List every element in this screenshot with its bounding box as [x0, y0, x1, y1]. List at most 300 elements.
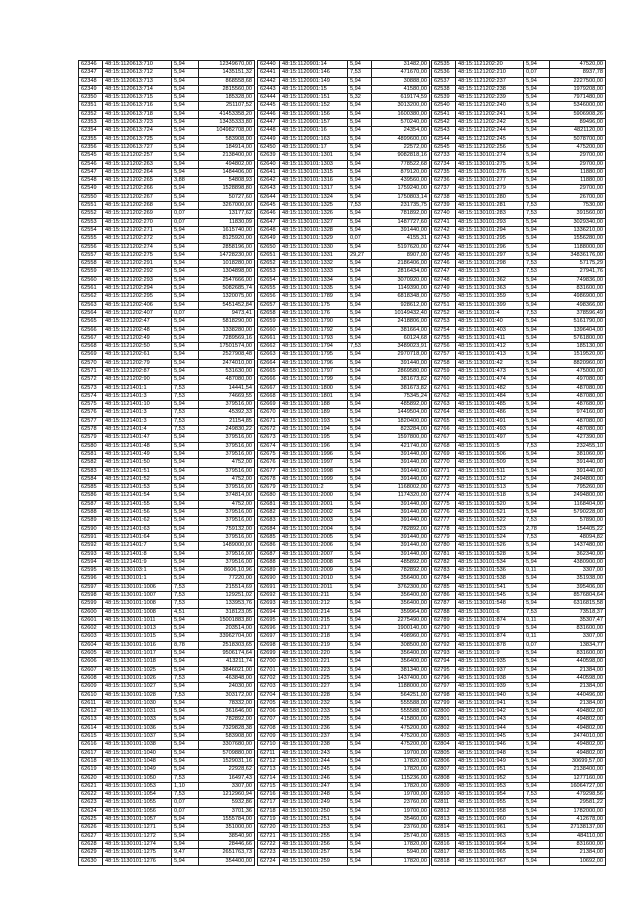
cadastral-number-cell: 48:15:1130101:1326: [280, 210, 348, 218]
rate-cell: 5,94: [348, 143, 372, 151]
rate-cell: 29,27: [348, 251, 372, 259]
table-row: [258, 384, 430, 392]
rate-cell: 5,94: [348, 293, 372, 301]
cadastral-number-cell: 48:15:1130101:1015: [103, 633, 172, 641]
cadastral-number-cell: 48:15:1130101:1008: [103, 600, 172, 608]
rate-cell: 5,94: [348, 683, 372, 691]
cadastral-number-cell: 48:15:1130101:1016: [103, 641, 172, 649]
cadastral-number-cell: 48:15:1130101:298: [456, 260, 524, 268]
rate-cell: 5,94: [348, 782, 372, 790]
rate-cell: 7,53: [524, 268, 550, 276]
table-row: [258, 832, 430, 840]
rate-cell: 5,94: [524, 741, 550, 749]
row-number-cell: 62807: [432, 766, 456, 774]
row-number-cell: 62588: [79, 509, 103, 517]
amount-cell: 1188000,00: [550, 243, 606, 251]
rate-cell: 5,94: [172, 517, 199, 525]
table-row: [432, 459, 606, 467]
cadastral-number-cell: 48:15:1121202:79: [103, 359, 172, 367]
cadastral-number-cell: 48:15:1121202:294: [103, 285, 172, 293]
rate-cell: 5,94: [348, 475, 372, 483]
amount-cell: 5940,00: [372, 849, 430, 857]
table-row: [432, 567, 606, 575]
rate-cell: 2,78: [524, 525, 550, 533]
rate-cell: 5,94: [172, 343, 199, 351]
rate-cell: 5,94: [172, 110, 199, 118]
amount-cell: 3762300,00: [372, 583, 430, 591]
rate-cell: 5,94: [348, 450, 372, 458]
cadastral-number-cell: 48:15:1130101:941: [456, 699, 524, 707]
amount-cell: 583908,00: [199, 733, 255, 741]
cadastral-number-cell: 48:15:1130101:951: [456, 766, 524, 774]
row-number-cell: 62351: [79, 102, 103, 110]
row-number-cell: 62617: [79, 749, 103, 757]
table-row: [258, 533, 430, 541]
rate-cell: 7,53: [524, 442, 550, 450]
cadastral-number-cell: 48:15:1130101:257: [280, 849, 348, 857]
rate-cell: 0,07: [172, 218, 199, 226]
table-row: [258, 550, 430, 558]
row-number-cell: 62696: [258, 625, 280, 633]
rate-cell: 5,94: [348, 367, 372, 375]
table-row: [432, 492, 606, 500]
table-row: [258, 699, 430, 707]
amount-cell: 41580,00: [372, 85, 430, 93]
cadastral-number-cell: 48:15:1121401:56: [103, 509, 172, 517]
rate-cell: 5,94: [348, 733, 372, 741]
cadastral-number-cell: 48:15:1130101:526: [456, 542, 524, 550]
row-number-cell: 62347: [79, 69, 103, 77]
cadastral-number-cell: 48:15:1130101:223: [280, 666, 348, 674]
table-row: [258, 334, 430, 342]
row-number-cell: 62581: [79, 450, 103, 458]
cadastral-number-cell: 48:15:1130101:1316: [280, 177, 348, 185]
row-number-cell: 62645: [258, 202, 280, 210]
row-number-cell: 62733: [432, 152, 456, 160]
amount-cell: 1556280,00: [550, 235, 606, 243]
rate-cell: 5,94: [348, 799, 372, 807]
amount-cell: 778522,68: [372, 160, 430, 168]
table-row: [258, 301, 430, 309]
amount-cell: 3013200,00: [372, 102, 430, 110]
rate-cell: 5,94: [348, 840, 372, 848]
row-number-cell: 62688: [258, 558, 280, 566]
amount-cell: 498366,00: [550, 301, 606, 309]
table-row: [79, 741, 255, 749]
cadastral-number-cell: 48:15:1130101:189: [280, 409, 348, 417]
row-number-cell: 62812: [432, 807, 456, 815]
row-number-cell: 62605: [79, 650, 103, 658]
rate-cell: 5,94: [524, 708, 550, 716]
row-number-cell: 62356: [79, 143, 103, 151]
row-number-cell: 62799: [432, 699, 456, 707]
amount-cell: 24030,00: [199, 683, 255, 691]
table-row: [79, 674, 255, 682]
cadastral-number-cell: 48:15:1130101:485: [456, 401, 524, 409]
rate-cell: 5,94: [524, 376, 550, 384]
row-number-cell: 62350: [79, 94, 103, 102]
rate-cell: 5,94: [348, 766, 372, 774]
row-number-cell: 62660: [258, 326, 280, 334]
rate-cell: 5,94: [348, 691, 372, 699]
cadastral-number-cell: 48:15:1130101:1054: [103, 791, 172, 799]
rate-cell: 7,53: [172, 392, 199, 400]
rate-cell: 5,94: [348, 484, 372, 492]
table-row: [432, 774, 606, 782]
cadastral-number-cell: 48:15:1130101:523: [456, 525, 524, 533]
amount-cell: 29581,22: [550, 799, 606, 807]
table-row: [79, 542, 255, 550]
table-row: [79, 691, 255, 699]
row-number-cell: 62661: [258, 334, 280, 342]
row-number-cell: 62701: [258, 666, 280, 674]
amount-cell: 19700,00: [372, 807, 430, 815]
row-number-cell: 62596: [79, 575, 103, 583]
amount-cell: 8937,78: [550, 69, 606, 77]
rate-cell: 5,94: [524, 326, 550, 334]
rate-cell: 5,94: [348, 442, 372, 450]
table-row: [79, 708, 255, 716]
amount-cell: 6818348,00: [372, 293, 430, 301]
cadastral-number-cell: 48:15:1130101:939: [456, 683, 524, 691]
rate-cell: 5,94: [348, 550, 372, 558]
rate-cell: 5,94: [348, 791, 372, 799]
rate-cell: 5,94: [348, 824, 372, 832]
amount-cell: 29700,00: [550, 185, 606, 193]
rate-cell: 5,94: [348, 160, 372, 168]
row-number-cell: 62786: [432, 592, 456, 600]
row-number-cell: 62542: [432, 119, 456, 127]
row-number-cell: 62669: [258, 401, 280, 409]
table-row: [258, 849, 430, 857]
amount-cell: 1168404,00: [550, 500, 606, 508]
row-number-cell: 62610: [79, 691, 103, 699]
row-number-cell: 62765: [432, 417, 456, 425]
amount-cell: 555588,00: [372, 699, 430, 707]
table-row: [258, 102, 430, 110]
cadastral-number-cell: 48:15:1130101:1334: [280, 276, 348, 284]
amount-cell: 379516,00: [199, 450, 255, 458]
table-row: [79, 276, 255, 284]
row-number-cell: 62591: [79, 533, 103, 541]
rate-cell: 5,94: [172, 525, 199, 533]
cadastral-number-cell: 48:15:1130101:2004: [280, 525, 348, 533]
rate-cell: 5,94: [348, 119, 372, 127]
rate-cell: 5,94: [172, 119, 199, 127]
rate-cell: 5,94: [172, 824, 199, 832]
cadastral-number-cell: 48:15:1130101:955: [456, 799, 524, 807]
row-number-cell: 62599: [79, 600, 103, 608]
amount-cell: 3070920,00: [372, 276, 430, 284]
amount-cell: 27941,76: [550, 268, 606, 276]
row-number-cell: 62672: [258, 426, 280, 434]
rate-cell: 5,94: [172, 749, 199, 757]
cadastral-number-cell: 48:15:1130101:253: [280, 824, 348, 832]
table-row: [258, 683, 430, 691]
row-number-cell: 62587: [79, 500, 103, 508]
amount-cell: 22572,00: [372, 143, 430, 151]
amount-cell: 318123,05: [199, 608, 255, 616]
rate-cell: 7,53: [172, 691, 199, 699]
rate-cell: 5,94: [348, 226, 372, 234]
cadastral-number-cell: 48:15:1130101:2001: [280, 500, 348, 508]
cadastral-number-cell: 48:15:1130101:1789: [280, 293, 348, 301]
table-row: [79, 782, 255, 790]
row-number-cell: 62693: [258, 600, 280, 608]
rate-cell: 5,94: [524, 351, 550, 359]
cadastral-number-cell: 48:15:1120613:713: [103, 77, 172, 85]
table-row: [258, 367, 430, 375]
rate-cell: 5,94: [172, 616, 199, 624]
row-number-cell: 62739: [432, 202, 456, 210]
rate-cell: 5,94: [348, 650, 372, 658]
cadastral-number-cell: 48:15:1130101:1799: [280, 376, 348, 384]
rate-cell: 7,53: [524, 260, 550, 268]
row-number-cell: 62625: [79, 816, 103, 824]
cadastral-number-cell: 48:15:1130101:221: [280, 658, 348, 666]
cadastral-number-cell: 48:15:1120613:716: [103, 102, 172, 110]
row-number-cell: 62755: [432, 334, 456, 342]
amount-cell: 356400,00: [372, 592, 430, 600]
table-row: [432, 177, 606, 185]
table-row: [79, 160, 255, 168]
cadastral-number-cell: 48:15:1121401:49: [103, 450, 172, 458]
rate-cell: 5,94: [172, 168, 199, 176]
amount-cell: 1600380,00: [372, 110, 430, 118]
row-number-cell: 62560: [79, 276, 103, 284]
rate-cell: 5,94: [348, 658, 372, 666]
amount-cell: 781892,00: [372, 210, 430, 218]
amount-cell: 391440,00: [372, 500, 430, 508]
rate-cell: 5,94: [348, 525, 372, 533]
rate-cell: 5,94: [524, 807, 550, 815]
row-number-cell: 62811: [432, 799, 456, 807]
cadastral-number-cell: 48:15:1120901:15: [280, 85, 348, 93]
row-number-cell: 62620: [79, 774, 103, 782]
row-number-cell: 62614: [79, 724, 103, 732]
table-row: [432, 641, 606, 649]
cadastral-number-cell: 48:15:1130101:953: [456, 782, 524, 790]
table-row: [79, 309, 255, 317]
amount-cell: 823284,00: [372, 426, 430, 434]
row-number-cell: 62724: [258, 857, 280, 865]
row-number-cell: 62776: [432, 509, 456, 517]
cadastral-number-cell: 48:15:1130101:1036: [103, 724, 172, 732]
rate-cell: 5,94: [172, 484, 199, 492]
amount-cell: 2518303,65: [199, 641, 255, 649]
row-number-cell: 62753: [432, 318, 456, 326]
cadastral-number-cell: 48:15:1121401:63: [103, 525, 172, 533]
amount-cell: 73518,37: [550, 608, 606, 616]
rate-cell: 5,94: [172, 509, 199, 517]
amount-cell: 35460,00: [372, 816, 430, 824]
row-number-cell: 62756: [432, 343, 456, 351]
cadastral-number-cell: 48:15:1121202:49: [103, 334, 172, 342]
amount-cell: 38540,90: [199, 832, 255, 840]
rate-cell: 5,94: [348, 177, 372, 185]
amount-cell: 795260,00: [550, 484, 606, 492]
amount-cell: 475200,00: [372, 741, 430, 749]
table-row: [79, 666, 255, 674]
table-row: [258, 774, 430, 782]
row-number-cell: 62700: [258, 658, 280, 666]
cadastral-number-cell: 48:15:1121202:274: [103, 243, 172, 251]
row-number-cell: 62780: [432, 542, 456, 550]
cadastral-number-cell: 48:15:1130101:188: [280, 401, 348, 409]
table-row: [79, 301, 255, 309]
rate-cell: 5,94: [524, 674, 550, 682]
cadastral-number-cell: 48:15:1130101:1028: [103, 691, 172, 699]
rate-cell: 5,94: [524, 575, 550, 583]
row-number-cell: 62567: [79, 334, 103, 342]
cadastral-number-cell: 48:15:1120901:17: [280, 143, 348, 151]
table-row: [79, 467, 255, 475]
rate-cell: 5,94: [348, 699, 372, 707]
rate-cell: 0,11: [524, 567, 550, 575]
cadastral-number-cell: 48:15:1130101:493: [456, 426, 524, 434]
rate-cell: 5,94: [348, 417, 372, 425]
row-number-cell: 62784: [432, 575, 456, 583]
rate-cell: 5,94: [524, 799, 550, 807]
row-number-cell: 62713: [258, 766, 280, 774]
amount-cell: 379516,00: [199, 533, 255, 541]
cadastral-number-cell: 48:15:1130101:965: [456, 849, 524, 857]
row-number-cell: 62546: [79, 160, 103, 168]
row-number-cell: 62589: [79, 517, 103, 525]
amount-cell: 5906908,26: [550, 110, 606, 118]
amount-cell: 362340,00: [550, 550, 606, 558]
table-row: [432, 500, 606, 508]
table-row: [432, 791, 606, 799]
table-row: [79, 376, 255, 384]
cadastral-number-cell: 48:15:1121202:268: [103, 202, 172, 210]
amount-cell: 1336210,00: [550, 226, 606, 234]
row-number-cell: 62659: [258, 318, 280, 326]
cadastral-number-cell: 48:15:1130101:486: [456, 409, 524, 417]
rate-cell: 5,94: [172, 61, 199, 69]
cadastral-number-cell: 48:15:1130101:219: [280, 641, 348, 649]
rate-cell: 7,53: [172, 384, 199, 392]
amount-cell: 831600,00: [550, 840, 606, 848]
cadastral-number-cell: 48:15:1120613:715: [103, 94, 172, 102]
cadastral-number-cell: 48:15:1130101:256: [280, 840, 348, 848]
table-row: [258, 674, 430, 682]
amount-cell: 5161790,00: [550, 318, 606, 326]
table-row: [432, 85, 606, 93]
amount-cell: 2869580,00: [372, 367, 430, 375]
table-row: [432, 691, 606, 699]
rate-cell: 5,94: [524, 500, 550, 508]
cadastral-number-cell: 48:15:1120613:712: [103, 69, 172, 77]
rate-cell: 5,94: [524, 816, 550, 824]
rate-cell: 0,11: [524, 616, 550, 624]
amount-cell: 391440,00: [372, 450, 430, 458]
cadastral-number-cell: 48:15:1121401:4: [103, 426, 172, 434]
row-number-cell: 62803: [432, 733, 456, 741]
table-row: [79, 592, 255, 600]
row-number-cell: 62352: [79, 110, 103, 118]
cadastral-number-cell: 48:15:1130101:233: [280, 708, 348, 716]
row-number-cell: 62536: [432, 69, 456, 77]
amount-cell: 303172,00: [199, 691, 255, 699]
amount-cell: 379516,00: [199, 550, 255, 558]
rate-cell: 8,78: [172, 641, 199, 649]
amount-cell: 484110,00: [550, 832, 606, 840]
table-row: [79, 832, 255, 840]
amount-cell: 749836,00: [550, 276, 606, 284]
amount-cell: 10692,00: [550, 857, 606, 865]
rate-cell: 7,53: [348, 69, 372, 77]
cadastral-number-cell: 48:15:1120901:163: [280, 135, 348, 143]
table-row: [432, 658, 606, 666]
cadastral-number-cell: 48:15:1130101:1996: [280, 450, 348, 458]
cadastral-number-cell: 48:15:1130101:1324: [280, 193, 348, 201]
rate-cell: 5,94: [348, 492, 372, 500]
amount-cell: 412678,00: [550, 816, 606, 824]
amount-cell: 17820,00: [372, 857, 430, 865]
cadastral-number-cell: 48:15:1121401:55: [103, 500, 172, 508]
table-row: [258, 782, 430, 790]
table-row: [79, 143, 255, 151]
amount-cell: 215514,69: [199, 583, 255, 591]
amount-cell: 2138400,00: [550, 766, 606, 774]
cadastral-number-cell: 48:15:1121401:52: [103, 475, 172, 483]
table-row: [79, 193, 255, 201]
rate-cell: 7,53: [524, 309, 550, 317]
table-row: [79, 658, 255, 666]
amount-cell: 2527908,48: [199, 351, 255, 359]
cadastral-number-cell: 48:15:1130101:228: [280, 691, 348, 699]
table-row: [258, 160, 430, 168]
amount-cell: 1900140,00: [372, 625, 430, 633]
cadastral-number-cell: 48:15:1130101:1333: [280, 268, 348, 276]
amount-cell: 11880,00: [550, 177, 606, 185]
table-row: [432, 392, 606, 400]
cadastral-number-cell: 48:15:1130101:548: [456, 600, 524, 608]
rate-cell: 5,94: [172, 127, 199, 135]
row-number-cell: 62694: [258, 608, 280, 616]
table-row: [79, 119, 255, 127]
cadastral-number-cell: 48:15:1130101:3: [456, 268, 524, 276]
cadastral-number-cell: 48:15:1130101:4: [456, 309, 524, 317]
rate-cell: 5,94: [524, 724, 550, 732]
row-number-cell: 62722: [258, 840, 280, 848]
amount-cell: 45392,33: [199, 409, 255, 417]
rate-cell: 5,94: [348, 110, 372, 118]
table-row: [79, 641, 255, 649]
rate-cell: 5,94: [524, 185, 550, 193]
table-row: [79, 85, 255, 93]
rate-cell: 5,94: [348, 558, 372, 566]
cadastral-number-cell: 48:15:1121202:267: [103, 193, 172, 201]
amount-cell: 8606,10,96: [199, 567, 255, 575]
cadastral-number-cell: 48:15:1130101:1026: [103, 674, 172, 682]
row-number-cell: 62800: [432, 708, 456, 716]
table-row: [432, 168, 606, 176]
rate-cell: 5,94: [524, 592, 550, 600]
cadastral-number-cell: 48:15:1120613:718: [103, 110, 172, 118]
row-number-cell: 62562: [79, 293, 103, 301]
amount-cell: 2815560,00: [199, 85, 255, 93]
row-number-cell: 62697: [258, 633, 280, 641]
rate-cell: 7,53: [172, 600, 199, 608]
rate-cell: 5,94: [348, 359, 372, 367]
row-number-cell: 62679: [258, 484, 280, 492]
cadastral-number-cell: 48:15:1130101:2006: [280, 542, 348, 550]
table-row: [258, 343, 430, 351]
row-number-cell: 62643: [258, 185, 280, 193]
row-number-cell: 62585: [79, 484, 103, 492]
